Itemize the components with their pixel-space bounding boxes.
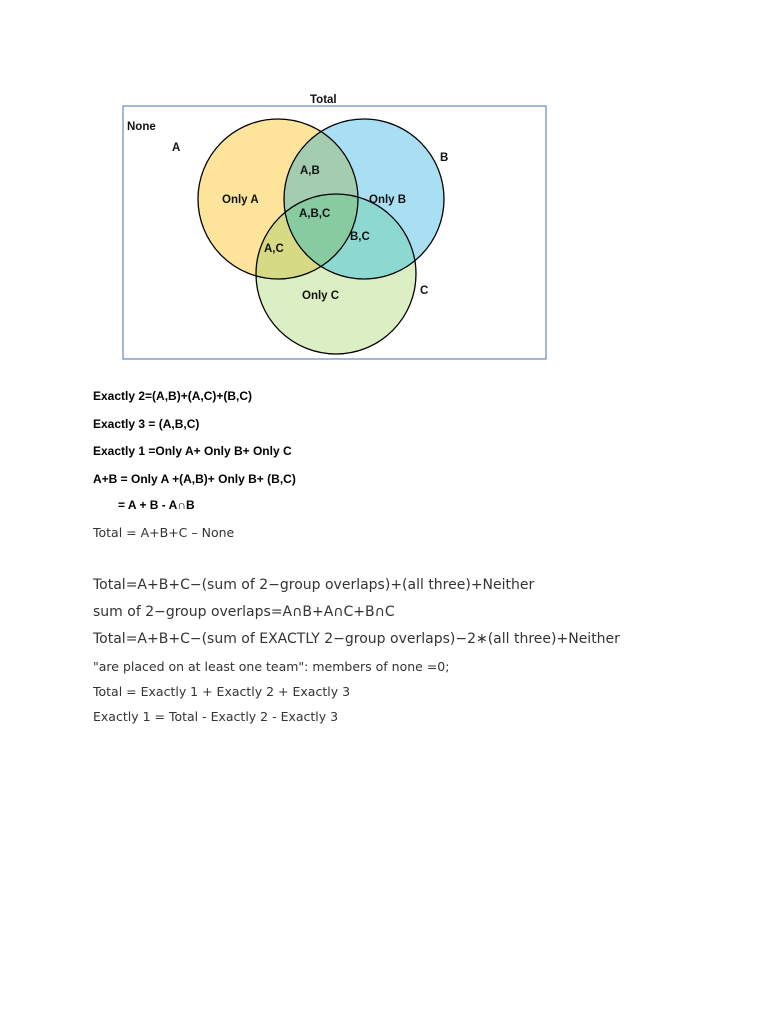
- formula-total-general: Total=A+B+C−(sum of 2−group overlaps)+(all three)+Neither: [93, 577, 535, 593]
- set-a-label: A: [172, 142, 181, 154]
- formula-exactly-1: Exactly 1 =Only A+ Only B+ Only C: [93, 444, 292, 458]
- venn-diagram: [0, 0, 768, 380]
- formula-sum-overlaps: sum of 2−group overlaps=A∩B+A∩C+B∩C: [93, 604, 395, 620]
- formula-a-plus-b-simplified: = A + B - A∩B: [118, 498, 195, 512]
- only-c-label: Only C: [302, 290, 340, 302]
- set-b-label: B: [440, 152, 449, 164]
- formula-exactly-2: Exactly 2=(A,B)+(A,C)+(B,C): [93, 389, 253, 403]
- formula-exactly-3: Exactly 3 = (A,B,C): [93, 417, 200, 431]
- abc-label: A,B,C: [299, 208, 331, 220]
- note-placed-on-team: "are placed on at least one team": members of none =0;: [93, 659, 450, 674]
- bc-label: B,C: [350, 231, 370, 243]
- ac-label: A,C: [264, 243, 284, 255]
- only-a-label: Only A: [222, 194, 259, 206]
- total-label: Total: [310, 94, 337, 106]
- only-b-label: Only B: [369, 194, 407, 206]
- formula-exactly-1-calc: Exactly 1 = Total - Exactly 2 - Exactly 3: [93, 709, 339, 724]
- none-label: None: [127, 121, 156, 133]
- set-c-label: C: [420, 285, 429, 297]
- formula-total-exact-sum: Total = Exactly 1 + Exactly 2 + Exactly 3: [93, 684, 351, 699]
- ab-label: A,B: [300, 165, 320, 177]
- formula-total-exactly: Total=A+B+C−(sum of EXACTLY 2−group overlaps)−2∗(all three)+Neither: [93, 631, 620, 647]
- formula-a-plus-b: A+B = Only A +(A,B)+ Only B+ (B,C): [93, 472, 296, 486]
- formula-total-none: Total = A+B+C – None: [93, 525, 235, 540]
